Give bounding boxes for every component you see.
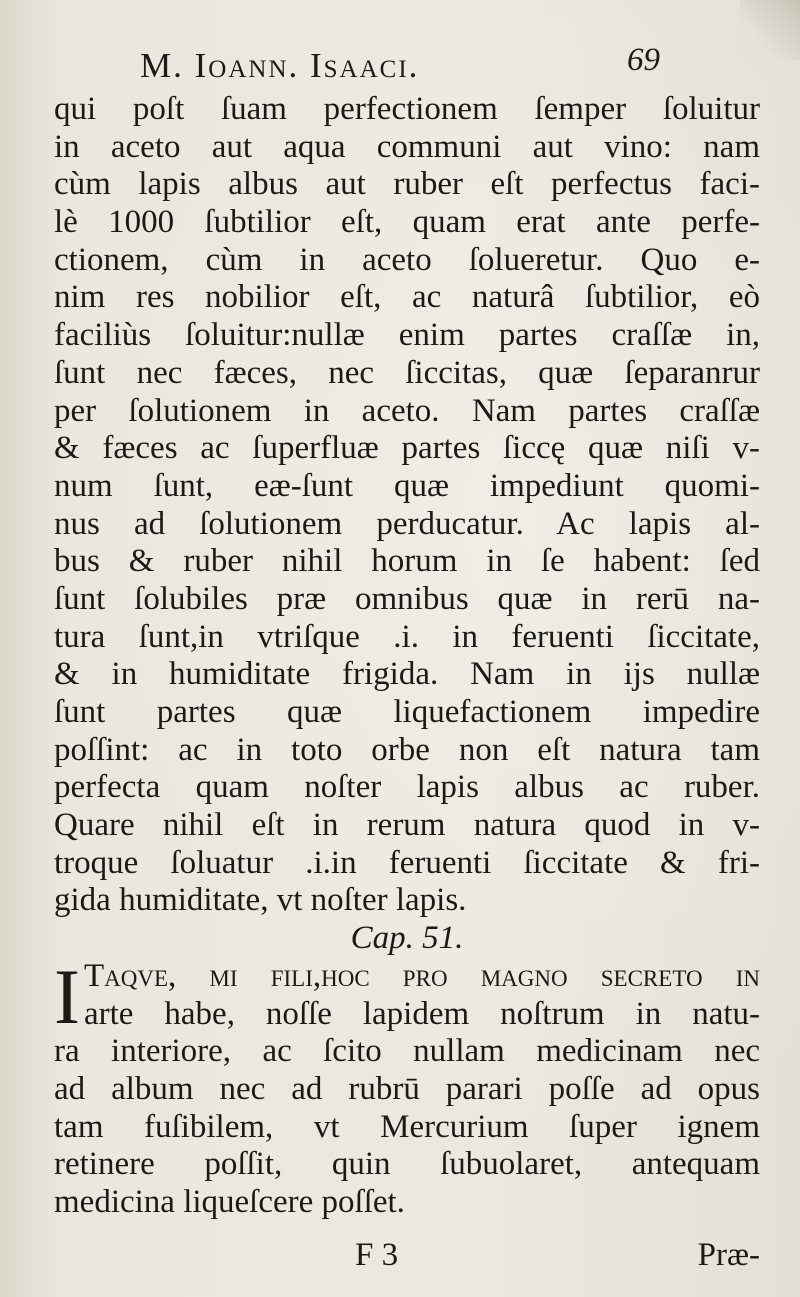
text-line: bus & ruber nihil horum in ſe habent: ſed <box>54 543 760 580</box>
text-line: in aceto aut aqua communi aut vino: nam <box>54 128 760 165</box>
text-line: num ſunt, eæ-ſunt quæ impediunt quomi- <box>54 467 760 504</box>
text-line: ra interiore, ac ſcito nullam medicinam nec <box>54 1033 760 1070</box>
text-line: medicina liqueſcere poſſet. <box>54 1183 405 1220</box>
text-line: ſunt ſolubiles præ omnibus quæ in rerū na- <box>54 580 760 617</box>
running-title: M. Ioann. Isaaci. <box>140 46 420 85</box>
text-block <box>54 91 760 1222</box>
catchword: Præ- <box>697 1237 760 1273</box>
text-line: ad album nec ad rubrū parari poſſe ad opus <box>54 1070 760 1107</box>
chapter-body <box>54 952 760 1222</box>
text-line: per ſolutionem in aceto. Nam partes craſſæ <box>54 392 760 429</box>
text-line: cùm lapis albus aut ruber eſt perfectus faci- <box>54 166 760 203</box>
chapter-heading: Cap. 51. <box>350 920 464 957</box>
page-number: 69 <box>627 42 660 78</box>
page-footer <box>54 1237 760 1277</box>
text-line: ſunt partes quæ liquefactionem impedire <box>54 694 760 730</box>
text-line: arte habe, noſſe lapidem noſtrum in natu- <box>83 995 760 1032</box>
running-head <box>140 42 660 90</box>
signature-mark: F 3 <box>355 1237 399 1273</box>
text-line: nus ad ſolutionem perducatur. Ac lapis al- <box>54 505 760 542</box>
text-line: poſſint: ac in toto orbe non eſt natura tam <box>54 731 760 768</box>
text-line: ctionem, cùm in aceto ſolueretur. Quo e- <box>54 241 760 278</box>
text-line: troque ſoluatur .i.in feruenti ſiccitate & fri- <box>54 844 760 881</box>
text-line: qui poſt ſuam perfectionem ſemper ſoluitur <box>54 91 760 127</box>
text-line: tam fuſibilem, vt Mercurium ſuper ignem <box>54 1108 760 1145</box>
text-line: & fæces ac ſuperfluæ partes ſiccę quæ niſi v- <box>54 430 760 467</box>
text-line: gida humiditate, vt noſter lapis. <box>54 882 467 919</box>
text-line: Quare nihil eſt in rerum natura quod in v- <box>54 807 760 844</box>
text-line: Taqve, mi fili,hoc pro magno ſecreto in <box>83 957 760 994</box>
text-line: retinere poſſit, quin ſubuolaret, antequam <box>54 1146 760 1183</box>
text-line: ſunt nec fæces, nec ſiccitas, quæ ſeparanrur <box>54 354 760 391</box>
drop-cap: I <box>54 952 80 1040</box>
text-line: faciliùs ſoluitur:nullæ enim partes craſſæ in, <box>54 317 760 354</box>
text-line: perfecta quam noſter lapis albus ac ruber. <box>54 769 760 806</box>
text-line: nim res nobilior eſt, ac naturâ ſubtilior, eò <box>54 279 760 316</box>
text-line: & in humiditate frigida. Nam in ijs nullæ <box>54 656 760 693</box>
text-line: tura ſunt,in vtriſque .i. in feruenti ſiccitate, <box>54 618 760 655</box>
text-line: lè 1000 ſubtilior eſt, quam erat ante perfe- <box>54 204 760 241</box>
page-corner-shadow <box>740 0 800 60</box>
